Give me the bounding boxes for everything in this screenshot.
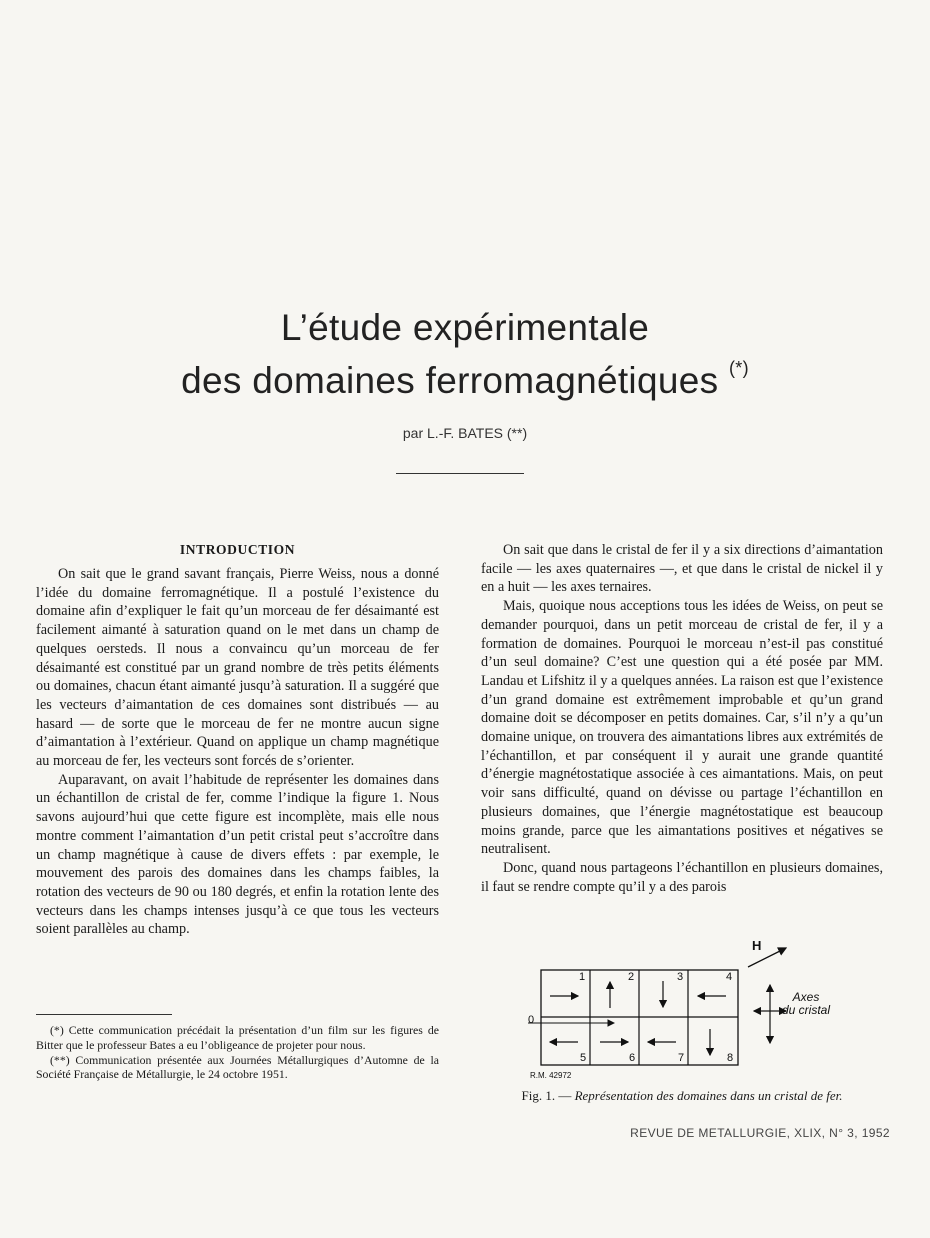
title-line-1: L’étude expérimentale: [280, 307, 650, 348]
domain-number: 5: [580, 1052, 587, 1064]
figure-1: [518, 935, 888, 1085]
domain-number: 1: [579, 971, 586, 983]
title-line-2-text: des domaines ferromagnétiques: [181, 360, 719, 401]
title-footnote-mark: (*): [728, 358, 749, 378]
paragraph: On sait que dans le cristal de fer il y a six directions d’aimantation facile — les axes quaternaires —, et que dans le cristal de nickel il y en a huit — les axes ternaires.: [481, 542, 883, 596]
section-heading: INTRODUCTION: [179, 542, 296, 557]
paragraph: Auparavant, on avait l’habitude de représenter les domaines dans un échantillon de cristal de fer, comme l’indique la figure 1. Nous savons aujourd’hui que cette figure est incomplète, mais elle nous montre comment l’aimantation d’un petit cristal peut s’accroître dans un champ magnétique à cause de divers effets : par exemple, le mouvement des parois des domaines dans les champs faibles, la rotation des vecteurs de 90 ou 180 degrés, et enfin la rotation lente des vecteurs dans les champs intenses jusqu’à ce que tous les vecteurs soient parallèles au champ.: [36, 771, 439, 938]
domain-number: 2: [628, 971, 635, 983]
caption-text: Représentation des domaines dans un cristal de fer.: [574, 1088, 843, 1103]
title-divider: [396, 473, 524, 474]
domain-number: 8: [727, 1052, 734, 1064]
footnotes: [36, 1023, 439, 1082]
author-byline: par L.-F. BATES (**): [402, 425, 528, 441]
field-label: H: [752, 938, 762, 953]
crystal-axes-label: [774, 991, 838, 1017]
paragraph: Mais, quoique nous acceptions tous les idées de Weiss, on peut se demander pourquoi, dans un petit morceau de cristal de fer, il y a formation de domaines. Pourquoi le morceau n’est-il pas constitué d’un seul domaine? C’est une question qui a été posée par MM. Landau et Lifshitz il y a quelques années. La raison est que l’existence d’un grand domaine est extrêmement improbable et qu’un grand domaine doit se décomposer en petits domaines. Car, s’il n’y a qu’un domaine unique, on trouvera des aimantations libres aux extrémités de l’échantillon, et par conséquent il y aurait une grande quantité d’énergie magnétostatique associée à ces aimantations. Mais, on peut voir sans difficulté, quand on dévisse ou partage l’échantillon en plusieurs domaines, que l’énergie magnétostatique est beaucoup moins grande, parce que les aimantations positives et négatives se neutralisent.: [481, 598, 883, 858]
journal-reference: REVUE DE METALLURGIE, XLIX, N° 3, 1952: [630, 1126, 890, 1140]
right-column: [481, 541, 883, 896]
figure-caption: [481, 1088, 883, 1104]
crystal-axes-label-line: Axes: [792, 990, 820, 1004]
figure-ref-code: R.M. 42972: [530, 1071, 572, 1080]
caption-prefix: Fig. 1. —: [521, 1088, 572, 1103]
paragraph: Donc, quand nous partageons l’échantillon en plusieurs domaines, il faut se rendre compte qu’il y a des parois: [481, 859, 883, 895]
footnote: (**) Communication présentée aux Journées Métallurgiques d’Automne de la Société Française de Métallurgie, le 24 octobre 1951.: [36, 1052, 439, 1082]
domain-number: 4: [726, 971, 733, 983]
domain-number: 7: [678, 1052, 685, 1064]
left-column: [36, 565, 439, 939]
title-line-2: [0, 360, 930, 402]
footnote: (*) Cette communication précédait la présentation d’un film sur les figures de Bitter que le professeur Bates a eu l’obligeance de projeter pour nous.: [36, 1023, 439, 1052]
origin-label: 0: [528, 1014, 535, 1026]
crystal-axes-label-line: du cristal: [781, 1003, 831, 1017]
domain-number: 6: [629, 1052, 636, 1064]
footnote-divider: [36, 1014, 172, 1015]
domain-number: 3: [677, 971, 684, 983]
paragraph: On sait que le grand savant français, Pierre Weiss, nous a donné l’idée du domaine ferromagnétique. Il a postulé l’existence du domaine afin d’expliquer le fait qu’un morceau de fer désaimanté est facilement aimanté à saturation quand on le met dans un champ de quelques oersteds. Il nous a convaincu qu’un morceau de fer désaimanté est constitué par un grand nombre de très petits éléments ou domaines, chacun étant aimanté jusqu’à saturation. Il a suggéré que les vecteurs d’aimantation de ces domaines sont distribués — au hasard — de sorte que le morceau de fer ne montre aucun signe d’aimantation à l’extérieur. Quand on applique un champ magnétique au morceau de fer, les vecteurs sont forcés de s’orienter.: [36, 566, 439, 770]
